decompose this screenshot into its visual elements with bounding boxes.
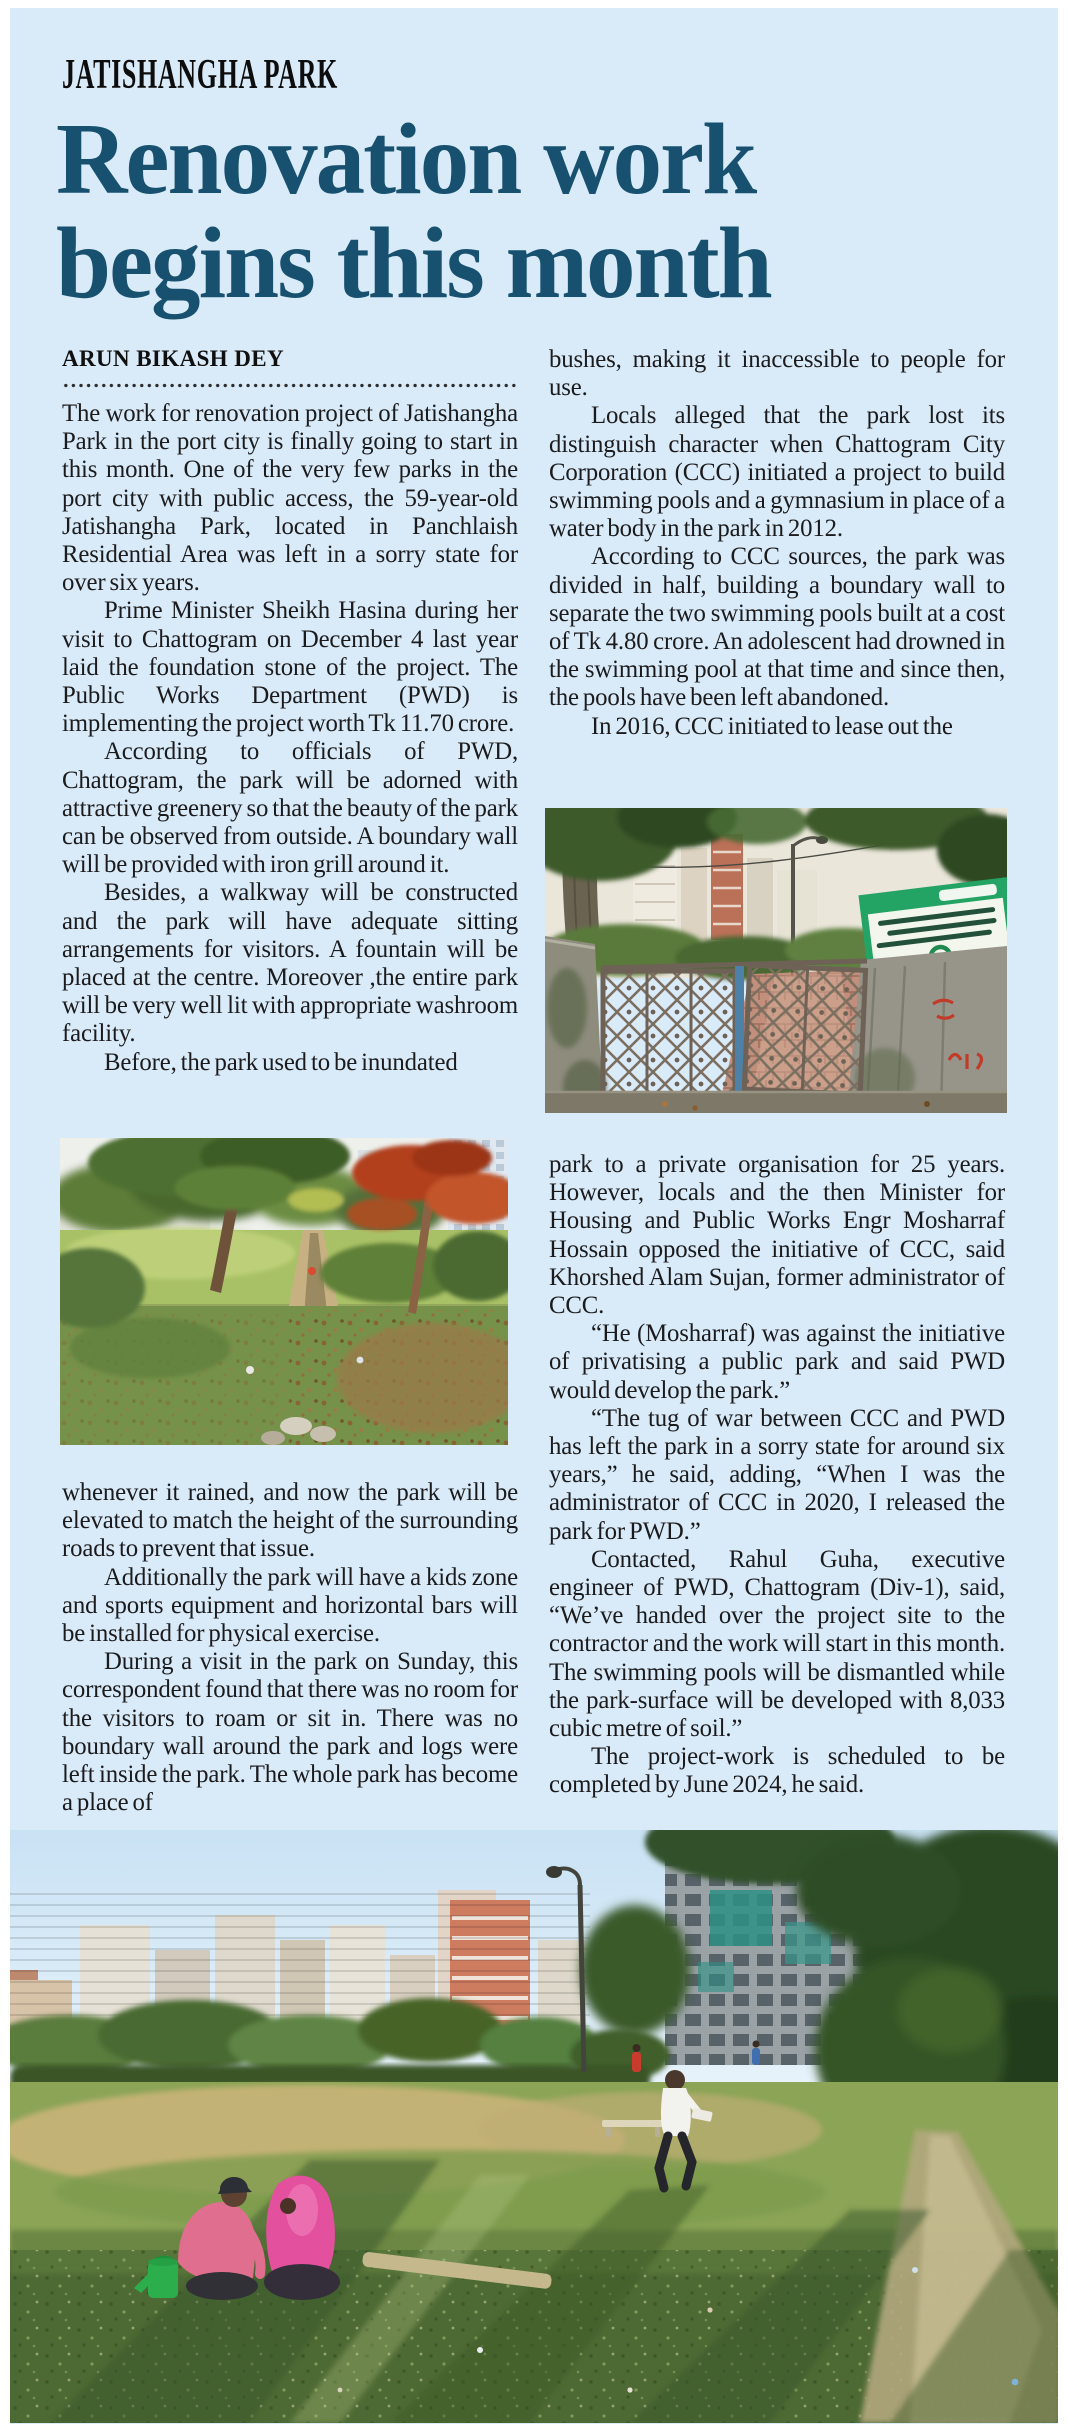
byline-divider-rule: [62, 383, 518, 388]
article-sheet: [10, 8, 1058, 2424]
stone-step: [545, 1092, 1007, 1113]
article-paragraph: Contacted, Rahul Guha, executive engineer of PWD, Chattogram (Div-1), said, “We’ve handed over the project site to the contractor and the work will start in this month. The swimming pools will be dismantled while the park-surface will be developed with 8,033 cubic metre of soil.”: [549, 1545, 1005, 1743]
article-paragraph: Additionally the park will have a kids zone and sports equipment and horizontal bars will be installed for physical exercise.: [62, 1563, 518, 1648]
article-paragraph: park to a private organisation for 25 years. However, locals and the then Minister for Housing and Public Works Engr Mosharraf Hossain opposed the initiative of CCC, said Khorshed Alam Sujan, former administrator of CCC.: [549, 1151, 1005, 1320]
article-paragraph: Prime Minister Sheikh Hasina during her visit to Chattogram on December 4 last year laid the foundation stone of the project. The Public Works Department (PWD) is implementing the project worth Tk 11.70 crore.: [62, 597, 518, 738]
body-text-left-bottom: [62, 1479, 518, 1817]
gate-left-panel: [603, 971, 735, 1099]
article-headline: [56, 103, 771, 320]
article-paragraph: Locals alleged that the park lost its distinguish character when Chattogram City Corporation (CCC) initiated a project to build swimming pools and a gymnasium in place of a water body in the park in 2012.: [549, 402, 1005, 543]
concrete-pillar-right: [847, 946, 1007, 1113]
photo-overgrown-park: [60, 1138, 508, 1445]
body-text-left-top: [62, 400, 518, 1077]
article-paragraph: Before, the park used to be inundated: [104, 1048, 458, 1076]
headline-line-1: Renovation work: [56, 103, 756, 216]
article-paragraph: Besides, a walkway will be constructed and the park will have adequate sitting arrangements for visitors. A fountain will be placed at the centre. Moreover ,the entire park will be very well lit with appropriate washroom facility.: [62, 879, 518, 1048]
distant-visitor-blue: [752, 2041, 760, 2066]
article-paragraph: The work for renovation project of Jatishangha Park in the port city is finally going to start in this month. One of the very few parks in the port city with public access, the 59-year-old Jatishangha Park, located in Panchlaish Residential Area was left in a sorry state for over six years.: [62, 400, 518, 597]
body-text-right-bottom: [549, 1151, 1005, 1800]
article-paragraph: In 2016, CCC initiated to lease out the: [591, 712, 953, 740]
article-paragraph: According to officials of PWD, Chattogram, the park will be adorned with attractive greenery so that the beauty of the park can be observed from outside. A boundary wall will be provided with iron grill around it.: [62, 738, 518, 879]
article-paragraph: “The tug of war between CCC and PWD has left the park in a sorry state for around six years,” he said, adding, “When I was the administrator of CCC in 2020, I released the park for PWD.”: [549, 1404, 1005, 1545]
photo-park-field: [10, 1830, 1058, 2423]
headline-line-2: begins this month: [56, 207, 771, 320]
gate-right-panel: [744, 965, 865, 1094]
article-kicker: JATISHANGHA PARK: [62, 52, 338, 98]
distant-visitor-red: [632, 2044, 641, 2072]
article-paragraph: During a visit in the park on Sunday, this correspondent found that there was no room for the visitors to roam or sit in. There was no boundary wall around the park and logs were left inside the park. The whole park has become a place of: [62, 1648, 518, 1817]
article-paragraph: bushes, making it inaccessible to people for use.: [549, 346, 1005, 402]
article-paragraph: The project-work is scheduled to be completed by June 2024, he said.: [549, 1743, 1005, 1799]
article-paragraph: According to CCC sources, the park was divided in half, building a boundary wall to separate the two swimming pools built at a cost of Tk 4.80 crore. An adolescent had drowned in the swimming pool at that time and since then, the pools have been left abandoned.: [549, 543, 1005, 712]
article-byline: ARUN BIKASH DEY: [62, 346, 284, 371]
body-text-right-top: [549, 346, 1005, 741]
article-paragraph: “He (Mosharraf) was against the initiative of privatising a public park and said PWD would develop the park.”: [549, 1320, 1005, 1404]
article-paragraph: whenever it rained, and now the park will be elevated to match the height of the surrounding roads to prevent that issue.: [62, 1479, 518, 1563]
photo-park-gate: [545, 808, 1007, 1113]
